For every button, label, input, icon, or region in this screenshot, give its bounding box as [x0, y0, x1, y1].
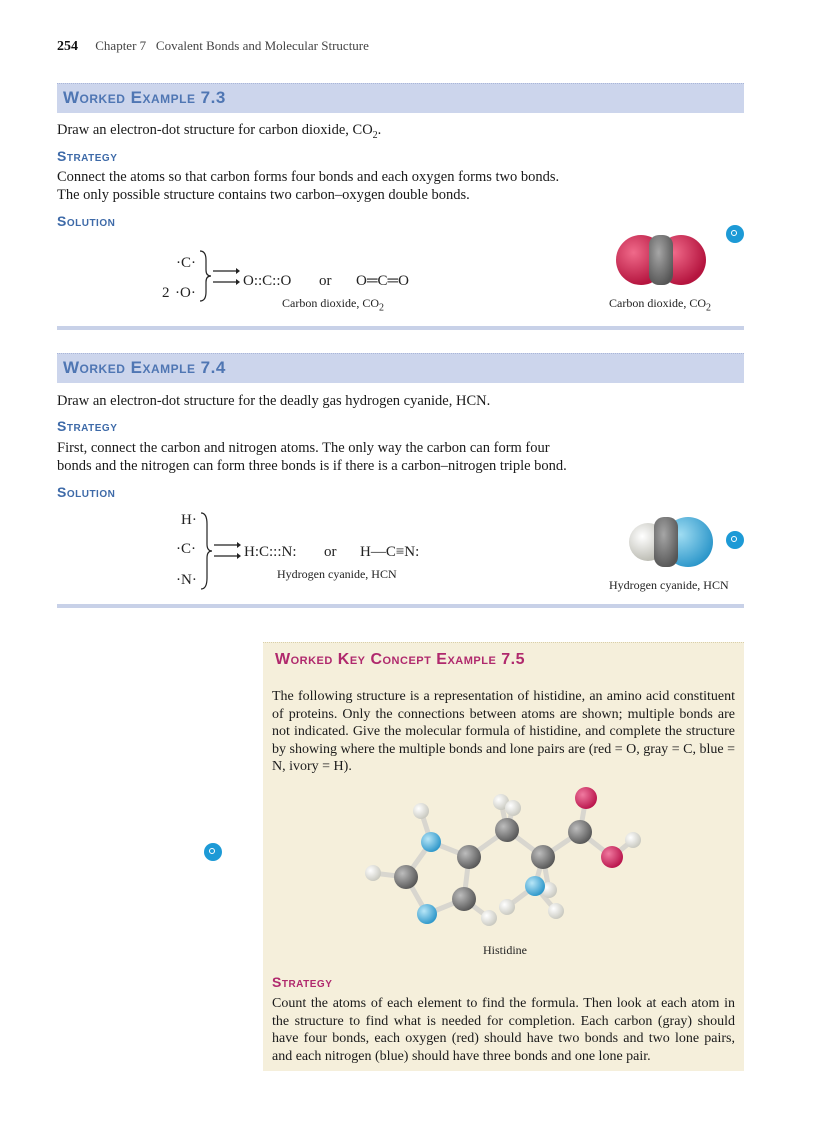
- running-title: Chapter 7 Covalent Bonds and Molecular Structure: [95, 38, 369, 53]
- caption-text: Carbon dioxide, CO: [609, 296, 706, 310]
- page-number: 254: [57, 39, 78, 54]
- section-divider: [57, 326, 744, 330]
- carbon-atom: [654, 517, 678, 567]
- example-7-4-strategy-line1: First, connect the carbon and nitrogen atoms. The only way the carbon can form four: [57, 440, 550, 456]
- example-7-4-band: [57, 353, 744, 383]
- problem-text: Draw an electron-dot structure for carbon dioxide, CO: [57, 122, 373, 138]
- hcn-model-caption: Hydrogen cyanide, HCN: [609, 578, 729, 592]
- carbon-atom: [452, 887, 476, 911]
- or-text: or: [319, 273, 332, 289]
- hydrogen-atom: [413, 803, 429, 819]
- hcn-line-structure: H—C≡N:: [360, 544, 420, 560]
- histidine-caption: Histidine: [483, 943, 527, 957]
- brace-arrows: [197, 510, 241, 592]
- hcn-space-filling-model: [628, 514, 714, 570]
- reactant-oxygen: ·O·: [175, 285, 196, 301]
- co2-dot-structure: O::C::O: [243, 273, 292, 289]
- section-divider: [57, 604, 744, 608]
- hydrogen-atom: [481, 910, 497, 926]
- example-7-3-strategy-heading: Strategy: [57, 148, 118, 164]
- example-7-5-strategy-text: Count the atoms of each element to find the formula. Then look at each atom in the structure to find what is needed for completion. Each carbon (gray) should have four bonds, each oxygen (red) should have two bonds and two lone pairs, and each nitrogen (blue) should have three bonds and one lone pair.: [272, 996, 735, 1064]
- nitrogen-atom: [525, 876, 545, 896]
- hydrogen-atom: [499, 899, 515, 915]
- caption-text: Carbon dioxide, CO: [282, 296, 379, 310]
- oxygen-atom: [601, 846, 623, 868]
- example-7-4-solution-heading: Solution: [57, 484, 116, 500]
- subscript: 2: [379, 302, 384, 314]
- example-7-3-strategy-line2: The only possible structure contains two carbon–oxygen double bonds.: [57, 187, 470, 203]
- example-7-3-solution-heading: Solution: [57, 213, 116, 229]
- media-icon[interactable]: [204, 843, 222, 861]
- carbon-atom: [495, 818, 519, 842]
- subscript: 2: [706, 302, 711, 314]
- co2-line-structure: O═C═O: [356, 273, 409, 289]
- example-7-4-title: Worked Example 7.4: [63, 358, 226, 377]
- reactant-carbon: ·C·: [176, 541, 196, 557]
- example-7-3-problem: [57, 121, 381, 145]
- bonds: [373, 798, 633, 918]
- carbon-atom: [394, 865, 418, 889]
- histidine-model: [353, 776, 653, 946]
- hcn-dot-structure: H:C:::N:: [244, 544, 297, 560]
- hcn-caption: Hydrogen cyanide, HCN: [277, 567, 397, 581]
- example-7-5-strategy-heading: Strategy: [272, 974, 333, 990]
- hydrogen-atom: [505, 800, 521, 816]
- example-7-3-band: [57, 83, 744, 113]
- oxygen-atom: [575, 787, 597, 809]
- nitrogen-atom: [417, 904, 437, 924]
- subscript: 2: [372, 129, 378, 141]
- brace-arrows: [196, 248, 240, 304]
- example-7-5-problem: The following structure is a representation of histidine, an amino acid constituent of proteins. Only the connections between atoms are shown; multiple bonds are not indicated. Give the molecular formula of histidine, and complete the structure by showing where the multiple bonds and lone pairs are (red = O, gray = C, blue = N, ivory = H).: [272, 689, 735, 774]
- hydrogen-atom: [548, 903, 564, 919]
- example-7-4-problem: Draw an electron-dot structure for the deadly gas hydrogen cyanide, HCN.: [57, 393, 491, 409]
- example-7-4-strategy-heading: Strategy: [57, 418, 118, 434]
- reactant-oxygen-coeff: 2: [162, 285, 170, 301]
- carbon-atom: [649, 235, 673, 285]
- example-7-3-strategy-line1: Connect the atoms so that carbon forms four bonds and each oxygen forms two bonds.: [57, 169, 560, 185]
- carbon-atom: [457, 845, 481, 869]
- hydrogen-atom: [625, 832, 641, 848]
- problem-end: .: [377, 122, 382, 138]
- example-7-5-title: Worked Key Concept Example 7.5: [275, 651, 525, 668]
- media-icon[interactable]: [726, 531, 744, 549]
- running-header: [57, 38, 369, 55]
- media-icon[interactable]: [726, 225, 744, 243]
- example-7-4-strategy-line2: bonds and the nitrogen can form three bonds is if there is a carbon–nitrogen triple bond.: [57, 458, 567, 474]
- co2-space-filling-model: [616, 232, 706, 288]
- co2-caption: [282, 296, 384, 313]
- co2-model-caption: [609, 296, 711, 313]
- example-7-3-title: Worked Example 7.3: [63, 88, 226, 107]
- key-concept-box: [263, 642, 744, 1071]
- hydrogen-atom: [365, 865, 381, 881]
- reactant-carbon: ·C·: [176, 255, 196, 271]
- nitrogen-atom: [421, 832, 441, 852]
- carbon-atom: [531, 845, 555, 869]
- reactant-hydrogen: H·: [181, 512, 197, 528]
- carbon-atom: [568, 820, 592, 844]
- or-text: or: [324, 544, 337, 560]
- reactant-nitrogen: ·N·: [176, 572, 197, 588]
